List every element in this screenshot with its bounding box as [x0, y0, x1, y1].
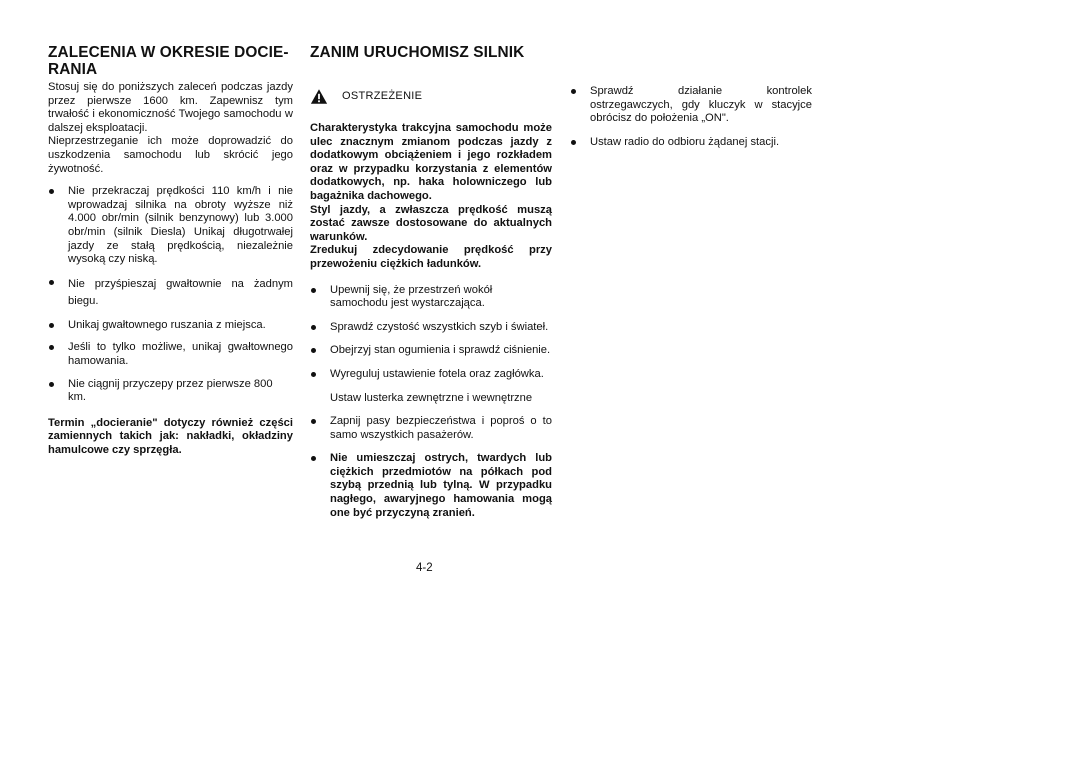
list-item: Obejrzyj stan ogumienia i sprawdź ciśnienie. [310, 344, 552, 358]
list-item: Sprawdź czystość wszystkich szyb i świateł. [310, 321, 552, 335]
right-list [570, 85, 812, 149]
list-item: Nie ciągnij przyczepy przez pierwsze 800 km. [48, 378, 293, 405]
right-column [570, 85, 812, 149]
section-heading-before-start: ZANIM URUCHOMISZ SILNIK [310, 44, 525, 61]
list-item: Upewnij się, że przestrzeń wokół samochodu jest wystarczająca. [310, 284, 552, 311]
list-item: Ustaw radio do odbioru żądanej stacji. [570, 136, 812, 150]
warning-triangle-icon [310, 88, 328, 105]
list-item: Nie przekraczaj prędkości 110 km/h i nie wprowadzaj silnika na obroty wyższe niż 4.000 obr/min (silnik benzynowy) lub 3.000 obr/min (silnik Diesla) Unikaj długotrwałej jazdy ze stałą prędkością, niezależnie wysoką czy niską. [48, 185, 293, 267]
before-start-list-2 [310, 415, 552, 520]
list-item: Nie przyśpieszaj gwałtownie na żadnym biegu. [48, 276, 293, 310]
section-heading-running-in: ZALECENIA W OKRESIE DOCIE-RANIA [48, 44, 289, 78]
left-column [48, 44, 293, 457]
before-start-list [310, 284, 552, 382]
running-in-bold-note: Termin „docieranie" dotyczy również części zamiennych takich jak: nakładki, okładziny hamulcowe czy sprzęgła. [48, 416, 293, 456]
page-number: 4-2 [416, 562, 433, 574]
warning-text-load: Charakterystyka trakcyjna samochodu może ulec znacznym zmianom podczas jazdy z dodatkowym obciążeniem i jego rozkładem oraz w przypadku korzystania z elementów dodatkowych, np. haka holowniczego lub bagażnika dachowego. [310, 122, 552, 202]
warning-text-style: Styl jazdy, a zwłaszcza prędkość muszą zostać zawsze dostosowane do aktualnych warunków. [310, 203, 552, 243]
running-in-warning: Nieprzestrzeganie ich może doprowadzić do uszkodzenia samochodu lub skrócić jego żywotność. [48, 135, 293, 175]
mirror-note: Ustaw lusterka zewnętrzne i wewnętrzne [330, 391, 533, 404]
list-item: Sprawdź działanie kontrolek ostrzegawczych, gdy kluczyk w stacyjce obrócisz do położenia „ON". [570, 85, 812, 126]
list-item: Zapnij pasy bezpieczeństwa i poproś o to samo wszystkich pasażerów. [310, 415, 552, 442]
running-in-list [48, 185, 293, 405]
running-in-intro: Stosuj się do poniższych zaleceń podczas jazdy przez pierwsze 1600 km. Zapewnisz tym trwałość i ekonomiczność Twojego samochodu w dalszej eksploatacji. [48, 81, 293, 134]
list-item: Wyreguluj ustawienie fotela oraz zagłówka. [310, 368, 552, 382]
list-item: Jeśli to tylko możliwe, unikaj gwałtownego hamowania. [48, 341, 293, 368]
list-item: Nie umieszczaj ostrych, twardych lub ciężkich przedmiotów na półkach pod szybą przednią lub tylną. W przypadku nagłego, awaryjnego hamowania mogą one być przyczyną zranień. [310, 452, 552, 520]
warning-label: OSTRZEŻENIE [342, 89, 423, 102]
list-item: Unikaj gwałtownego ruszania z miejsca. [48, 319, 293, 333]
warning-header [310, 88, 552, 105]
warning-text-speed: Zredukuj zdecydowanie prędkość przy przewożeniu ciężkich ładunków. [310, 244, 552, 270]
middle-column [310, 44, 552, 520]
